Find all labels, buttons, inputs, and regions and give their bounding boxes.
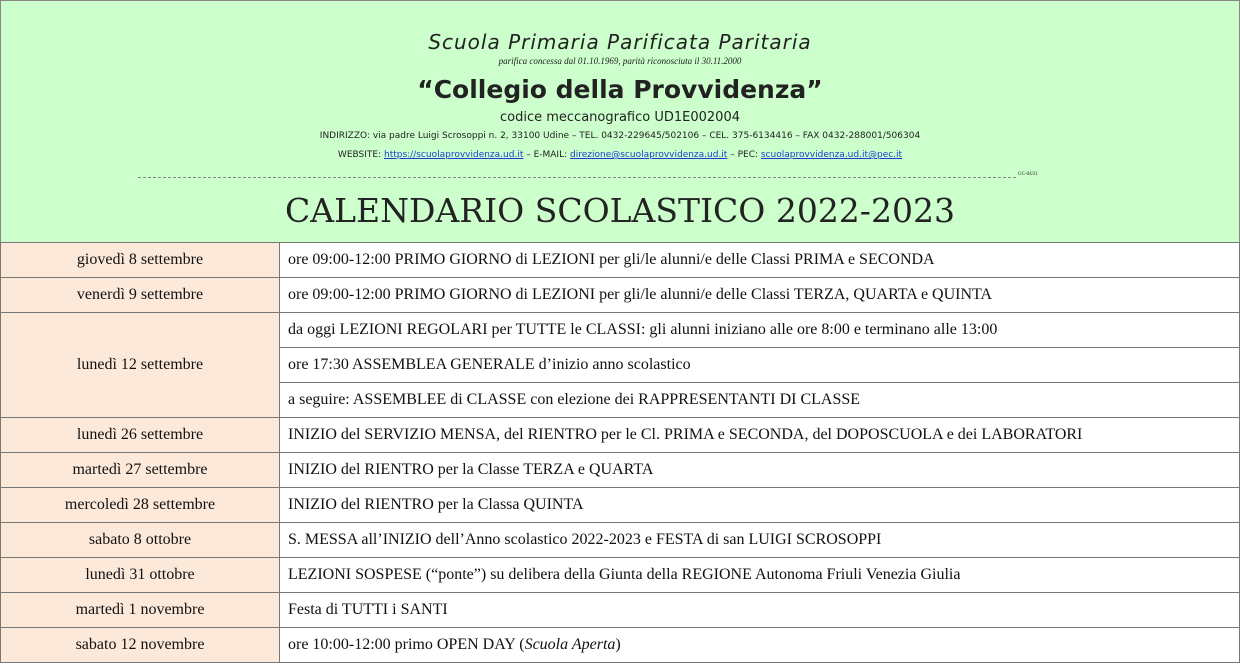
table-row bbox=[1, 278, 1240, 313]
event-cell: Festa di TUTTI i SANTI bbox=[280, 593, 1240, 628]
codice-meccanografico: codice meccanografico UD1E002004 bbox=[500, 110, 740, 125]
date-cell: martedì 27 settembre bbox=[1, 453, 280, 488]
event-cell: ore 17:30 ASSEMBLEA GENERALE d’inizio anno scolastico bbox=[280, 348, 1240, 383]
italic-text: Scuola Aperta bbox=[524, 636, 616, 653]
event-cell: INIZIO del RIENTRO per la Classa QUINTA bbox=[280, 488, 1240, 523]
date-cell: giovedì 8 settembre bbox=[1, 243, 280, 278]
date-cell: sabato 8 ottobre bbox=[1, 523, 280, 558]
contacts-line bbox=[1, 150, 1239, 160]
table-row bbox=[1, 558, 1240, 593]
date-cell: sabato 12 novembre bbox=[1, 628, 280, 663]
table-row bbox=[1, 243, 1240, 278]
event-cell: a seguire: ASSEMBLEE di CLASSE con elezione dei RAPPRESENTANTI DI CLASSE bbox=[280, 383, 1240, 418]
school-name: “Collegio della Provvidenza” bbox=[417, 75, 823, 104]
page-title: CALENDARIO SCOLASTICO 2022-2023 bbox=[285, 191, 955, 230]
event-cell: LEZIONI SOSPESE (“ponte”) su delibera della Giunta della REGIONE Autonoma Friuli Venezia Giulia bbox=[280, 558, 1240, 593]
table-row bbox=[1, 418, 1240, 453]
event-cell: INIZIO del SERVIZIO MENSA, del RIENTRO per le Cl. PRIMA e SECONDA, del DOPOSCUOLA e dei LABORATORI bbox=[280, 418, 1240, 453]
table-row bbox=[1, 628, 1240, 663]
table-row bbox=[1, 313, 1240, 348]
event-cell: ore 10:00-12:00 primo OPEN DAY (Scuola Aperta) bbox=[280, 628, 1240, 663]
website-label: WEBSITE: bbox=[337, 150, 382, 160]
event-cell: ore 09:00-12:00 PRIMO GIORNO di LEZIONI per gli/le alunni/e delle Classi TERZA, QUARTA e QUINTA bbox=[280, 278, 1240, 313]
pec-label: – PEC: bbox=[730, 150, 759, 160]
event-cell: INIZIO del RIENTRO per la Classe TERZA e QUARTA bbox=[280, 453, 1240, 488]
date-cell: lunedì 12 settembre bbox=[1, 313, 280, 418]
letterhead bbox=[0, 0, 1240, 243]
doc-code: GC-04/21 bbox=[1018, 172, 1038, 177]
event-cell: ore 09:00-12:00 PRIMO GIORNO di LEZIONI per gli/le alunni/e delle Classi PRIMA e SECONDA bbox=[280, 243, 1240, 278]
date-cell: venerdì 9 settembre bbox=[1, 278, 280, 313]
date-cell: lunedì 31 ottobre bbox=[1, 558, 280, 593]
pec-link[interactable]: scuolaprovvidenza.ud.it@pec.it bbox=[760, 150, 903, 160]
parifica-note: parifica concessa dal 01.10.1969, parità riconosciuta il 30.11.2000 bbox=[498, 56, 742, 66]
date-cell: martedì 1 novembre bbox=[1, 593, 280, 628]
email-label: – E-MAIL: bbox=[526, 150, 568, 160]
date-cell: lunedì 26 settembre bbox=[1, 418, 280, 453]
event-cell: da oggi LEZIONI REGOLARI per TUTTE le CLASSI: gli alunni iniziano alle ore 8:00 e terminano alle 13:00 bbox=[280, 313, 1240, 348]
table-row bbox=[1, 488, 1240, 523]
email-link[interactable]: direzione@scuolaprovvidenza.ud.it bbox=[570, 150, 728, 160]
school-type: Scuola Primaria Parificata Paritaria bbox=[428, 30, 812, 54]
date-cell: mercoledì 28 settembre bbox=[1, 488, 280, 523]
event-cell: S. MESSA all’INIZIO dell’Anno scolastico 2022-2023 e FESTA di san LUIGI SCROSOPPI bbox=[280, 523, 1240, 558]
address-line: INDIRIZZO: via padre Luigi Scrosoppi n. 2, 33100 Udine – TEL. 0432-229645/502106 – CEL. 375-6134416 – FAX 0432-288001/506304 bbox=[319, 131, 921, 141]
table-row bbox=[1, 523, 1240, 558]
table-row bbox=[1, 453, 1240, 488]
divider bbox=[138, 177, 1016, 178]
table-row bbox=[1, 593, 1240, 628]
calendar-table bbox=[0, 242, 1240, 663]
website-link[interactable]: https://scuolaprovvidenza.ud.it bbox=[383, 150, 524, 160]
